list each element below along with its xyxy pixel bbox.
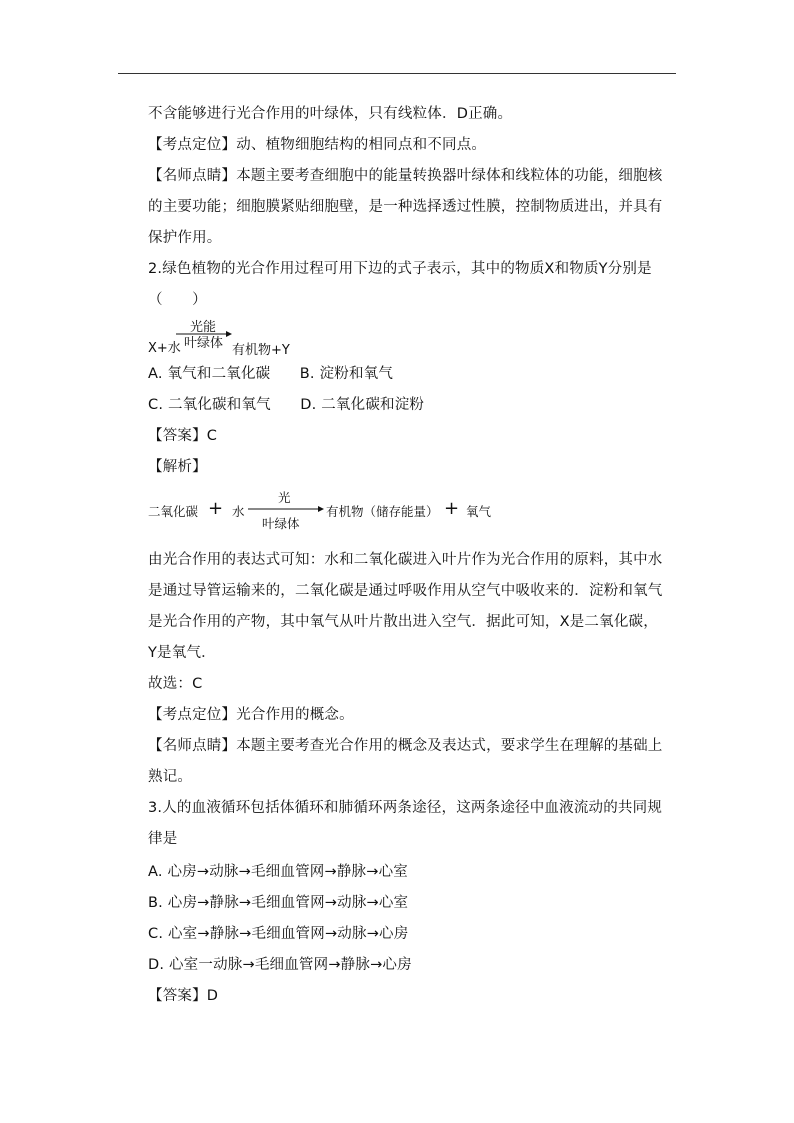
question-3: 3.人的血液循环包括体循环和肺循环两条途径，这两条途径中血液流动的共同规 [148, 800, 663, 816]
option-b: B. 心房→静脉→毛细血管网→动脉→心室 [148, 895, 409, 911]
formula-right: 有机物+Y [232, 343, 290, 358]
analysis-heading: 【解析】 [148, 459, 207, 475]
text-line: 不含能够进行光合作用的叶绿体，只有线粒体．D正确。 [148, 106, 513, 122]
text-line: 是通过导管运输来的，二氧化碳是通过呼吸作用从空气中吸收来的．淀粉和氧气 [148, 583, 663, 599]
product-1: 有机物（储存能量） [326, 504, 439, 519]
photosynthesis-formula-1 [148, 316, 328, 356]
text-line: 【考点定位】光合作用的概念。 [148, 707, 354, 723]
text-line: 故选：C [148, 676, 203, 692]
text-line: 保护作用。 [148, 230, 222, 246]
reactant-2: 水 [232, 504, 245, 519]
formula-condition-above: 光能 [190, 320, 217, 335]
text-line: 的主要功能；细胞膜紧贴细胞壁，是一种选择透过性膜，控制物质进出，并具有 [148, 199, 663, 215]
plus-sign: + [444, 498, 460, 519]
text-line: 熟记。 [148, 769, 193, 785]
condition-above: 光 [278, 490, 291, 505]
option-cd: C. 二氧化碳和氧气 D. 二氧化碳和淀粉 [148, 397, 425, 413]
plus-sign: + [208, 498, 224, 519]
text-line: 由光合作用的表达式可知：水和二氧化碳进入叶片作为光合作用的原料，其中水 [148, 552, 663, 568]
answer: 【答案】D [148, 988, 219, 1004]
question-2: 2.绿色植物的光合作用过程可用下边的式子表示，其中的物质X和物质Y分别是 [148, 261, 652, 277]
text-line: 【名师点睛】本题主要考查光合作用的概念及表达式，要求学生在理解的基础上 [148, 738, 663, 754]
formula-condition-below: 叶绿体 [184, 336, 224, 351]
photosynthesis-formula-2 [148, 488, 508, 532]
answer-blank: （ ） [148, 292, 207, 308]
text-line: 【名师点睛】本题主要考查细胞中的能量转换器叶绿体和线粒体的功能，细胞核 [148, 168, 663, 184]
reactant-1: 二氧化碳 [148, 504, 199, 519]
condition-below: 叶绿体 [262, 516, 300, 531]
option-a: A. 心房→动脉→毛细血管网→静脉→心室 [148, 864, 408, 880]
text-line: 律是 [148, 831, 178, 847]
header-rule [118, 73, 676, 74]
answer: 【答案】C [148, 428, 218, 444]
option-ab: A. 氧气和二氧化碳 B. 淀粉和氧气 [148, 366, 394, 382]
option-d: D. 心室一动脉→毛细血管网→静脉→心房 [148, 957, 412, 973]
text-line: 【考点定位】动、植物细胞结构的相同点和不同点。 [148, 137, 487, 153]
text-line: Y是氧气． [148, 645, 216, 661]
product-2: 氧气 [466, 504, 492, 519]
option-c: C. 心室→静脉→毛细血管网→动脉→心房 [148, 926, 409, 942]
formula-left: X+水 [148, 341, 181, 356]
reaction-arrow-icon [248, 504, 324, 514]
text-line: 是光合作用的产物，其中氧气从叶片散出进入空气．据此可知，X是二氧化碳， [148, 614, 658, 630]
